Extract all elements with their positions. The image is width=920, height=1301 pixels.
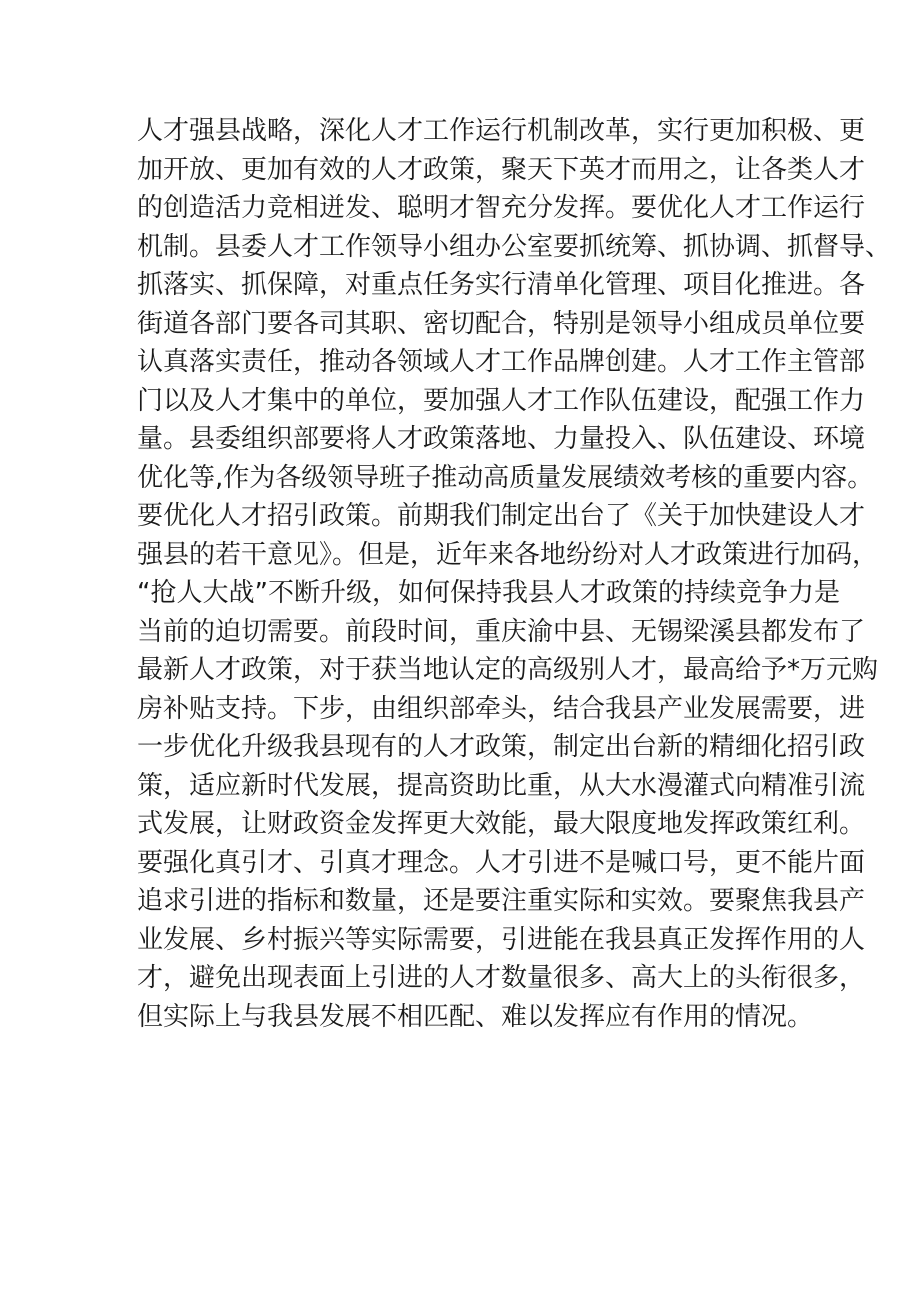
text-line: 人才强县战略，深化人才工作运行机制改革，实行更加积极、更: [137, 116, 866, 146]
text-line: 抓落实、抓保障，对重点任务实行清单化管理、项目化推进。各: [137, 270, 866, 300]
text-line: 机制。县委人才工作领导小组办公室要抓统筹、抓协调、抓督导、: [137, 231, 892, 262]
text-line: 认真落实责任，推动各领域人才工作品牌创建。人才工作主管部: [137, 347, 866, 377]
text-line: 才，避免出现表面上引进的人才数量很多、高大上的头衔很多，: [137, 963, 866, 993]
text-line: 街道各部门要各司其职、密切配合，特别是领导小组成员单位要: [137, 308, 866, 339]
text-line: 当前的迫切需要。前段时间，重庆渝中县、无锡梁溪县都发布了: [137, 616, 866, 647]
text-line: 要优化人才招引政策。前期我们制定出台了《关于加快建设人才: [137, 501, 866, 531]
body-text: [137, 112, 892, 1036]
text-line: 业发展、乡村振兴等实际需要，引进能在我县真正发挥作用的人: [137, 924, 866, 955]
text-line: 的创造活力竞相迸发、聪明才智充分发挥。要优化人才工作运行: [137, 193, 866, 223]
text-line: 一步优化升级我县现有的人才政策，制定出台新的精细化招引政: [137, 732, 866, 762]
text-line: 加开放、更加有效的人才政策，聚天下英才而用之，让各类人才: [137, 154, 866, 185]
text-line: 优化等,作为各级领导班子推动高质量发展绩效考核的重要内容。: [137, 462, 874, 493]
text-line: 但实际上与我县发展不相匹配、难以发挥应有作用的情况。: [137, 1001, 814, 1032]
text-line: 量。县委组织部要将人才政策落地、力量投入、队伍建设、环境: [137, 424, 866, 454]
text-line: 式发展，让财政资金发挥更大效能，最大限度地发挥政策红利。: [137, 809, 866, 839]
text-line: 策，适应新时代发展，提高资助比重，从大水漫灌式向精准引流: [137, 770, 866, 801]
text-line: 房补贴支持。下步，由组织部牵头，结合我县产业发展需要，进: [137, 693, 866, 724]
text-line: 门以及人才集中的单位，要加强人才工作队伍建设，配强工作力: [137, 385, 866, 416]
text-line: “抢人大战”不断升级，如何保持我县人才政策的持续竞争力是: [137, 578, 840, 608]
text-line: 强县的若干意见》。但是，近年来各地纷纷对人才政策进行加码，: [137, 539, 879, 570]
text-line: 追求引进的指标和数量，还是要注重实际和实效。要聚焦我县产: [137, 886, 866, 916]
text-line: 最新人才政策，对于获当地认定的高级别人才，最高给予*万元购: [137, 655, 879, 685]
text-line: 要强化真引才、引真才理念。人才引进不是喊口号，更不能片面: [137, 847, 866, 878]
